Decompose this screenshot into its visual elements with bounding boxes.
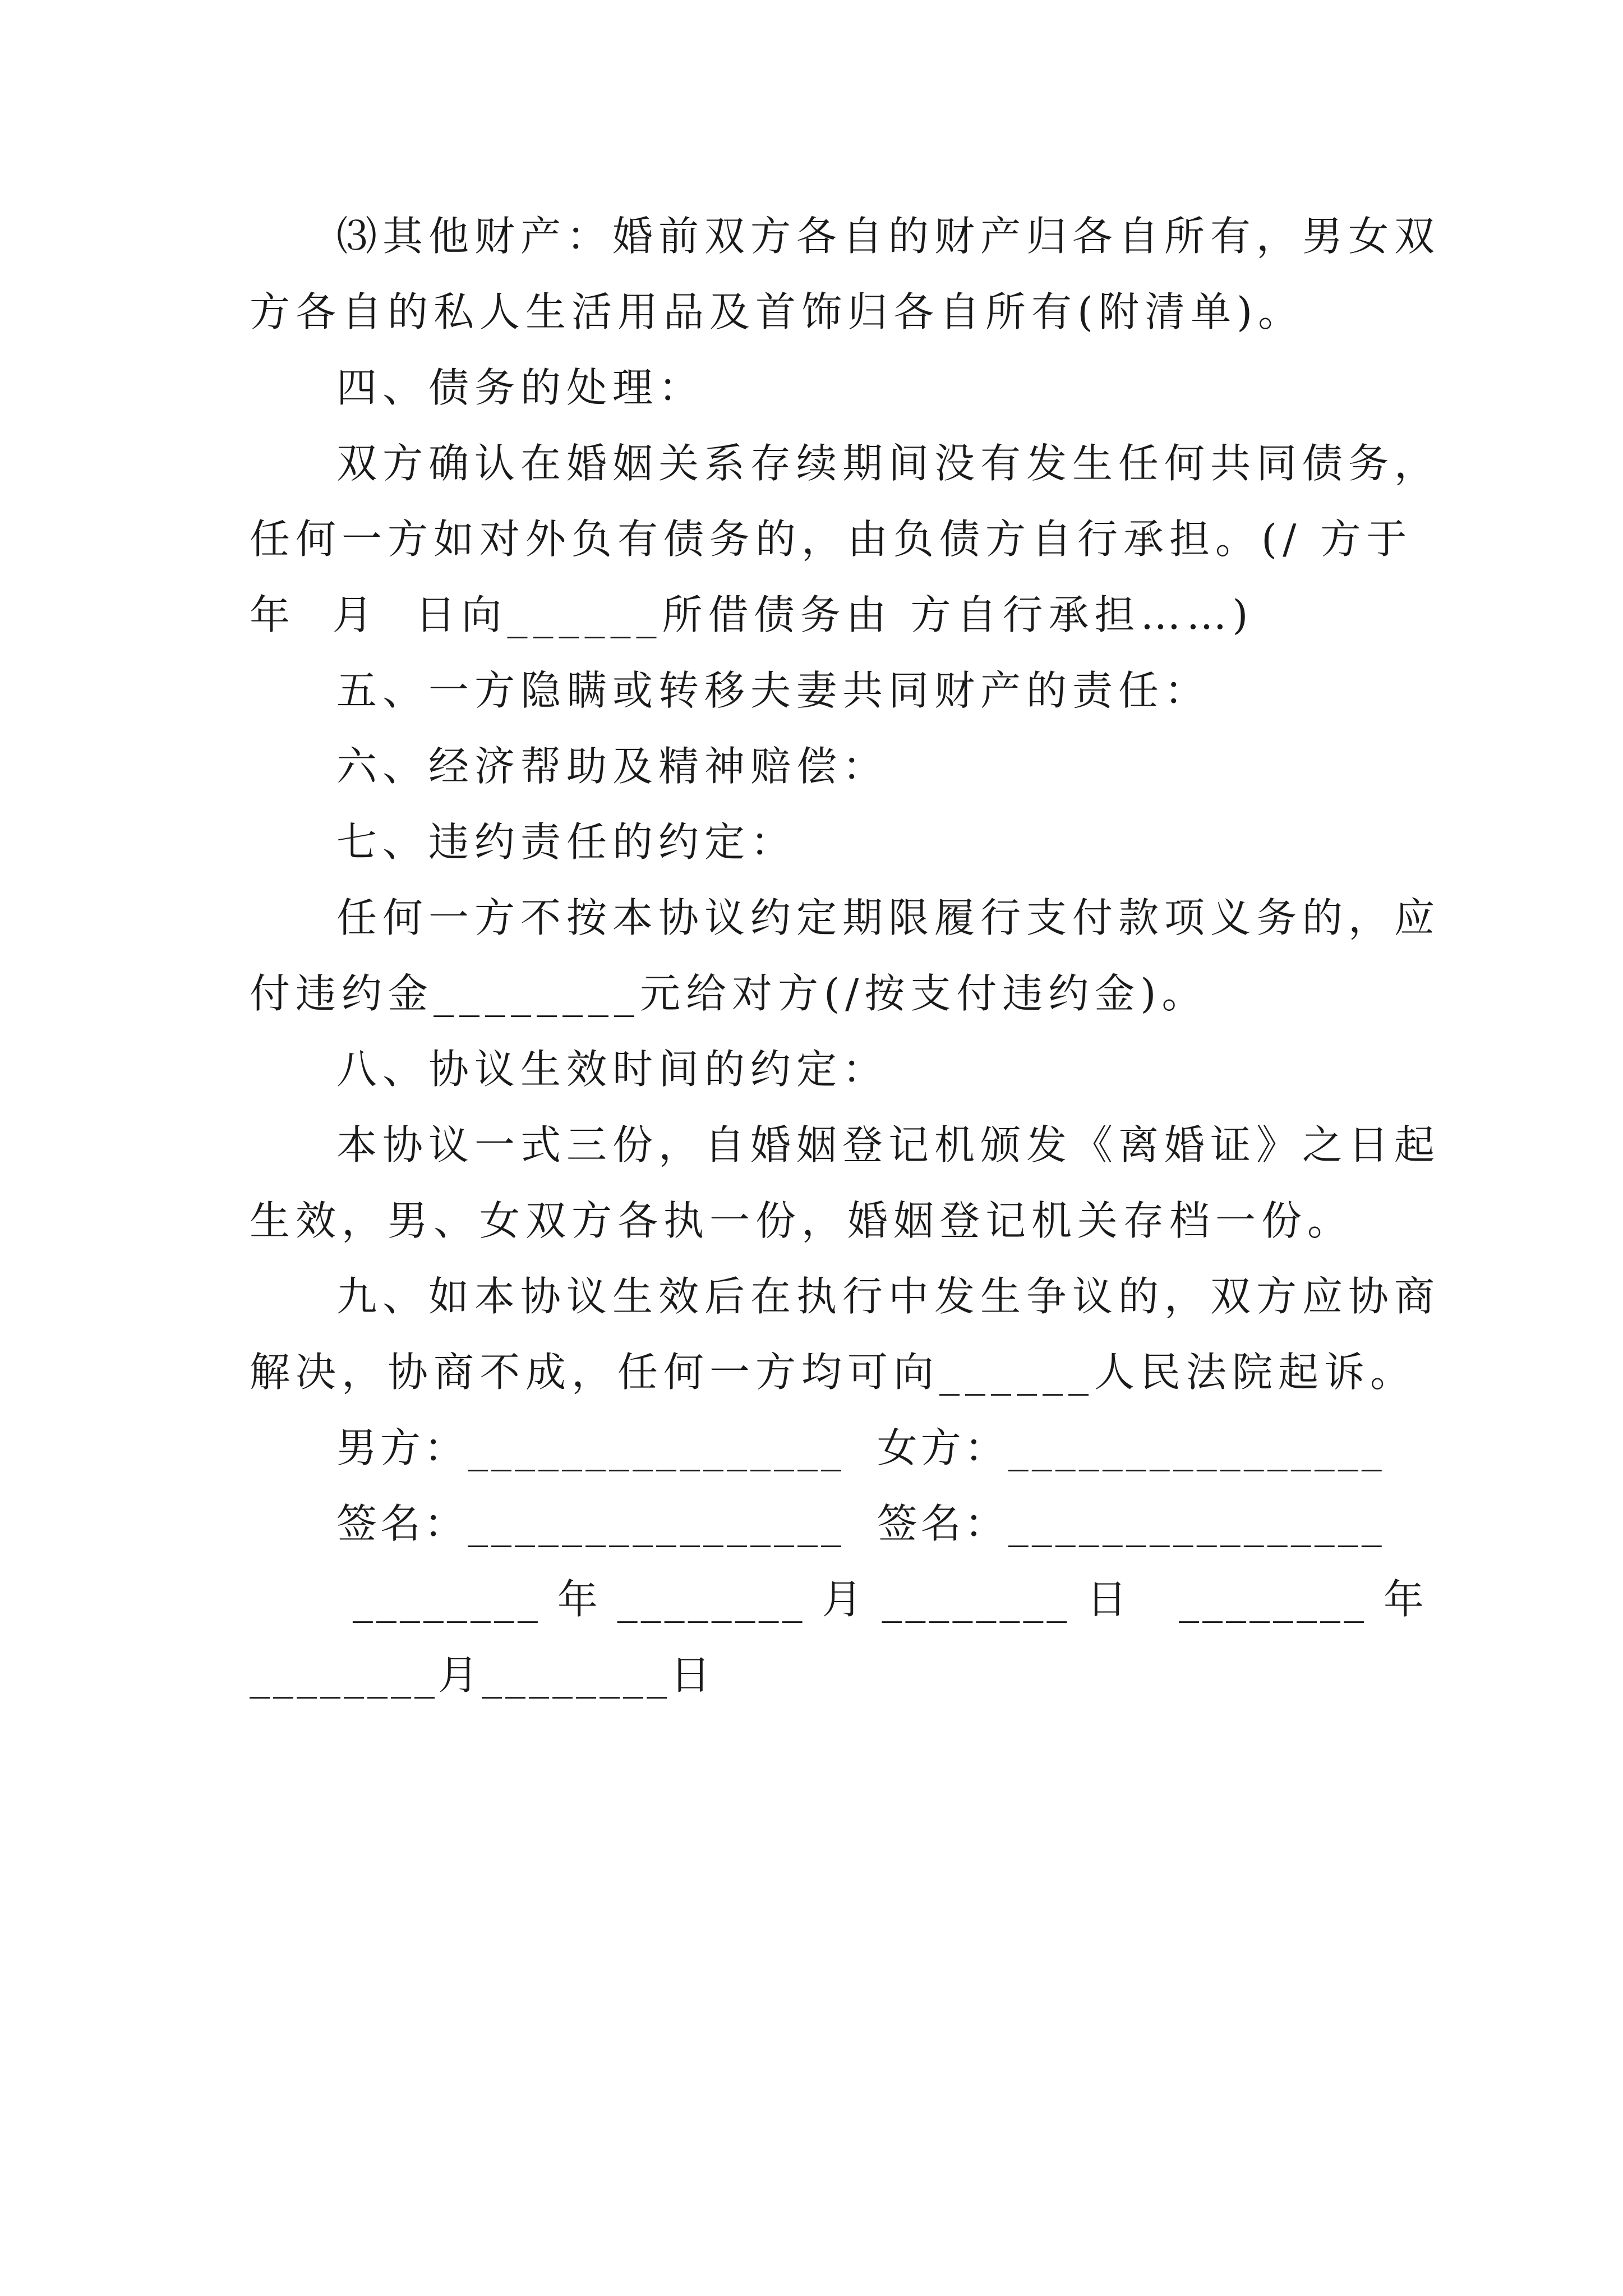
paragraph-dispute: 九、如本协议生效后在执行中发生争议的，双方应协商 [336,1273,1441,1320]
heading-effective-time: 八、协议生效时间的约定： [336,1046,889,1093]
paragraph-debt-cont-2: 年 月 日向______所借债务由 方自行承担……) [250,591,1254,638]
paragraph-debt-cont: 任何一方如对外负有债务的，由负债方自行承担。(/ 方于 [250,516,1413,563]
signature-party-line: 男方：________________ 女方：________________ [336,1424,1385,1471]
paragraph-dispute-cont: 解决，协商不成，任何一方均可向______人民法院起诉。 [250,1349,1417,1396]
signature-name-line: 签名：________________ 签名：________________ [336,1500,1385,1547]
paragraph-debt: 双方确认在婚姻关系存续期间没有发生任何共同债务， [336,440,1441,487]
paragraph-other-property: ⑶其他财产：婚前双方各自的财产归各自所有，男女双 [336,213,1441,260]
signature-date-line: ________ 年 ________ 月 ________ 日 ________ 年 [336,1576,1427,1623]
heading-economic-help: 六、经济帮助及精神赔偿： [336,743,889,790]
heading-debt-handling: 四、债务的处理： [336,364,705,411]
paragraph-breach-cont: 付违约金________元给对方(/按支付违约金)。 [250,970,1208,1017]
paragraph-other-property-cont: 方各自的私人生活用品及首饰归各自所有(附清单)。 [250,288,1304,335]
paragraph-effective-cont: 生效，男、女双方各执一份，婚姻登记机关存档一份。 [250,1197,1354,1244]
paragraph-breach: 任何一方不按本协议约定期限履行支付款项义务的，应 [336,894,1441,941]
heading-breach-liability: 七、违约责任的约定： [336,818,797,866]
signature-date-line-cont: ________月________日 [250,1651,714,1699]
paragraph-effective: 本协议一式三份，自婚姻登记机颁发《离婚证》之日起 [336,1121,1441,1168]
heading-concealment-liability: 五、一方隐瞒或转移夫妻共同财产的责任： [336,667,1211,714]
